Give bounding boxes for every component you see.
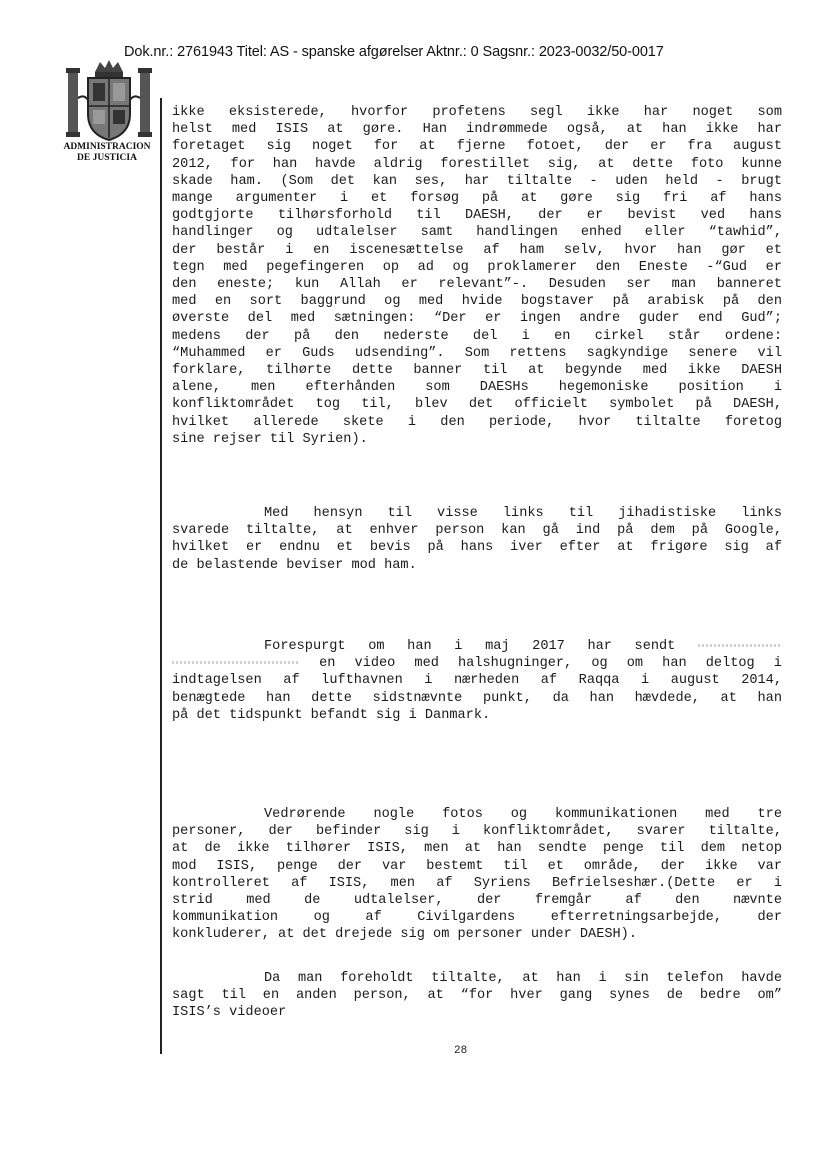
text-line: benægtede han dette sidstnævnte punkt, da han hævdede, at han <box>172 690 782 706</box>
text-line: ikke eksisterede, hvorfor profetens segl ikke har noget som <box>172 105 782 120</box>
text-line-content: Med hensyn til visse links til jihadistiske links <box>264 506 782 521</box>
text-line: skade ham. (Som det kan ses, har tiltalte - uden held - brugt <box>172 173 782 189</box>
text-line: kommunikation og af Civilgardens efterretningsarbejde, der <box>172 910 782 926</box>
text-line <box>172 806 782 823</box>
text-line <box>172 655 782 672</box>
paragraph-1 <box>172 104 782 448</box>
text-line: konfliktområdet tog til, blev det officielt symbolet på DAESH, <box>172 397 782 413</box>
text-line-content: Da man foreholdt tiltalte, at han i sin telefon havde <box>264 971 782 986</box>
coat-of-arms-logo <box>62 58 156 144</box>
text-line-content: indtagelsen <box>172 673 262 689</box>
margin-rule <box>160 98 162 1054</box>
text-line: kontrolleret af ISIS, men af Syriens Befrielseshær.(Dette er i <box>172 875 782 891</box>
text-line: konkluderer, at det drejede sig om personer under DAESH). <box>172 927 637 943</box>
text-line-content: Forespurgt om han i maj 2017 har sendt <box>264 639 676 654</box>
text-line-content: Vedrørende nogle fotos og kommunikationen med tre <box>264 807 782 822</box>
text-line: med en sort baggrund og med hvide bogstaver på arabisk på den <box>172 294 782 310</box>
text-line: mange argumenter i et forsøg på at gøre sig fri af hans <box>172 191 782 207</box>
text-line <box>172 638 782 655</box>
text-line: alene, men efterhånden som DAESHs hegemoniske position i <box>172 380 782 396</box>
text-line: de belastende beviser mod ham. <box>172 557 417 573</box>
text-line: helst med ISIS at gøre. Han indrømmede også, at han ikke har <box>172 122 782 138</box>
document-header: Dok.nr.: 2761943 Titel: AS - spanske afgørelser Aktnr.: 0 Sagsnr.: 2023-0032/50-0017 <box>124 44 664 60</box>
text-line: tegn med pegefingeren op ad og proklamerer den Eneste -“Gud er <box>172 259 782 275</box>
text-line: øverste del med sætningen: “Der er ingen andre guder end Gud”; <box>172 311 782 327</box>
text-line: foretaget sig noget for at fjerne fotoet, der er fra august <box>172 139 782 155</box>
text-line <box>172 505 782 522</box>
paragraph-2 <box>172 505 782 574</box>
text-line-content: en video med halshugninger, og om han <box>319 656 687 672</box>
text-line: der består i en iscenesættelse af ham selv, hvor han gør et <box>172 242 782 258</box>
text-line: personer, der befinder sig i konfliktområdet, svarer tiltalte, <box>172 824 782 840</box>
text-line: hvilket er endnu et bevis på hans iver efter at frigøre sig af <box>172 540 782 556</box>
paragraph-5 <box>172 970 782 1022</box>
paragraph-4 <box>172 806 782 944</box>
agency-name-line2: DE JUSTICIA <box>77 153 137 163</box>
paragraph-3 <box>172 638 782 724</box>
redaction-mark <box>172 661 300 664</box>
text-line: sagt til en anden person, at “for hver gang synes de bedre om” <box>172 988 782 1004</box>
agency-name <box>52 142 162 164</box>
page-number: 28 <box>454 1045 468 1057</box>
text-line: mod ISIS, penge der var bestemt til et område, der ikke var <box>172 858 782 874</box>
text-line: forklare, tilhørte dette banner til at begynde med ikke DAESH <box>172 363 782 379</box>
text-line: 2012, for han havde aldrig forestillet sig, at dette foto kunne <box>172 156 782 172</box>
text-line: “Muhammed er Guds udsending”. Som rettens sagkyndige senere vil <box>172 345 782 361</box>
text-line-content: deltog i <box>705 656 782 672</box>
text-line: godtgjorte tilhørsforhold til DAESH, der er bevist ved hans <box>172 208 782 224</box>
text-line: handlinger og udtalelser samt handlingen enhed eller “tawhid”, <box>172 225 782 241</box>
text-line-content: af lufthavnen i nærheden af Raqqa i august 2014, <box>283 673 782 689</box>
text-line: den eneste; kun Allah er relevant”-. Desuden ser man banneret <box>172 277 782 293</box>
text-line: medens der på den nederste del i en cirkel står ordene: <box>172 328 782 344</box>
text-line: ISIS’s videoer <box>172 1005 287 1021</box>
text-line: på det tidspunkt befandt sig i Danmark. <box>172 707 491 723</box>
text-line <box>172 970 782 987</box>
text-line: svarede tiltalte, at enhver person kan gå ind på dem på Google, <box>172 523 782 539</box>
agency-name-line1: ADMINISTRACION <box>63 142 151 152</box>
text-line: hvilket allerede skete i den periode, hvor tiltalte foretog <box>172 414 782 430</box>
text-line <box>172 672 782 689</box>
text-line: strid med de udtalelser, der fremgår af den nævnte <box>172 893 782 909</box>
redaction-mark <box>698 644 782 647</box>
text-line: at de ikke tilhører ISIS, men at han sendte penge til dem netop <box>172 841 782 857</box>
text-line: sine rejser til Syrien). <box>172 431 368 447</box>
